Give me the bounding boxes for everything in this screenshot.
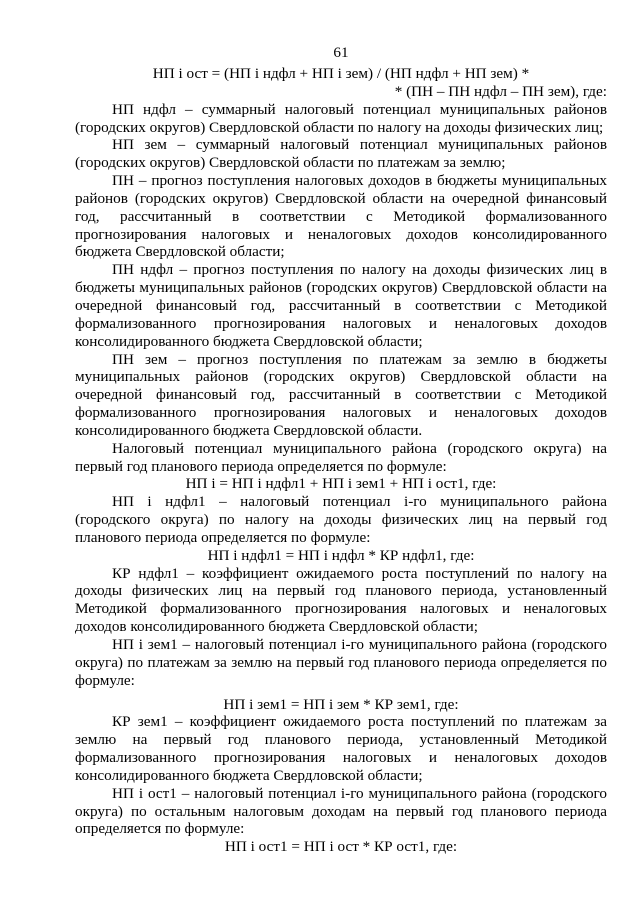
formula-np-i-ndfl1: НП i ндфл1 = НП i ндфл * КР ндфл1, где: <box>207 546 475 564</box>
formula-remaining-potential-continuation: * (ПН – ПН ндфл – ПН зем), где: <box>394 82 607 100</box>
paragraph-first-year-potential: Налоговый потенциал муниципального района (городского округа) на первый год планового периода определяется по формуле: <box>75 439 607 475</box>
definition-np-i-zem1: НП i зем1 – налоговый потенциал i-го муниципального района (городского округа) по платежам за землю на первый год планового периода определяется по формуле: <box>75 636 607 689</box>
definition-np-i-ost1: НП i ост1 – налоговый потенциал i-го муниципального района (городского округа) по остальным налоговым доходам на первый год планового периода определяется по формуле: <box>75 784 607 838</box>
definition-pn-ndfl: ПН ндфл – прогноз поступления по налогу на доходы физических лиц в бюджеты муниципальных районов (городских округов) Свердловской области на очередной финансовый год, рассчитанный в соответствии с Методикой формализованного прогнозирования налоговых и неналоговых доходов консолидированного бюджета Свердловской области; <box>75 261 607 350</box>
definition-kr-zem1: КР зем1 – коэффициент ожидаемого роста поступлений по платежам за землю на первый год планового периода, установленный Методикой формализованного прогнозирования налоговых и неналоговых доходов консолидированного бюджета Свердловской области; <box>75 713 607 784</box>
formula-np-i-ost1: НП i ост1 = НП i ост * КР ост1, где: <box>224 838 458 856</box>
formula-np-i: НП i = НП i ндфл1 + НП i зем1 + НП i ост1, где: <box>185 475 497 493</box>
formula-remaining-potential: НП i ост = (НП i ндфл + НП i зем) / (НП ндфл + НП зем) * <box>152 65 530 82</box>
definition-np-ndfl: НП ндфл – суммарный налоговый потенциал муниципальных районов (городских округов) Свердловской области по налогу на доходы физических лиц; <box>75 100 607 136</box>
definition-np-i-ndfl1: НП i ндфл1 – налоговый потенциал i-го муниципального района (городского округа) по налогу на доходы физических лиц на первый год планового периода определяется по формуле: <box>75 493 607 546</box>
definition-np-zem: НП зем – суммарный налоговый потенциал муниципальных районов (городских округов) Свердловской области по платежам за землю; <box>75 136 607 172</box>
document-page <box>75 40 607 856</box>
definition-pn-zem: ПН зем – прогноз поступления по платежам за землю в бюджеты муниципальных районов (городских округов) Свердловской области на очередной финансовый год, рассчитанный в соответствии с Методикой формализованного прогнозирования налоговых и неналоговых доходов консолидированного бюджета Свердловской области. <box>75 350 607 439</box>
definition-kr-ndfl1: КР ндфл1 – коэффициент ожидаемого роста поступлений по налогу на доходы физических лиц на первый год планового периода, установленный Методикой формализованного прогнозирования налоговых и неналоговых доходов консолидированного бюджета Свердловской области; <box>75 564 607 636</box>
definition-pn: ПН – прогноз поступления налоговых доходов в бюджеты муниципальных районов (городских округов) Свердловской области на очередной финансовый год, рассчитанный в соответствии с Методикой формализованного прогнозирования налоговых и неналоговых доходов консолидированного бюджета Свердловской области; <box>75 172 607 261</box>
page-number: 61 <box>333 44 349 61</box>
formula-np-i-zem1: НП i зем1 = НП i зем * КР зем1, где: <box>223 695 459 713</box>
